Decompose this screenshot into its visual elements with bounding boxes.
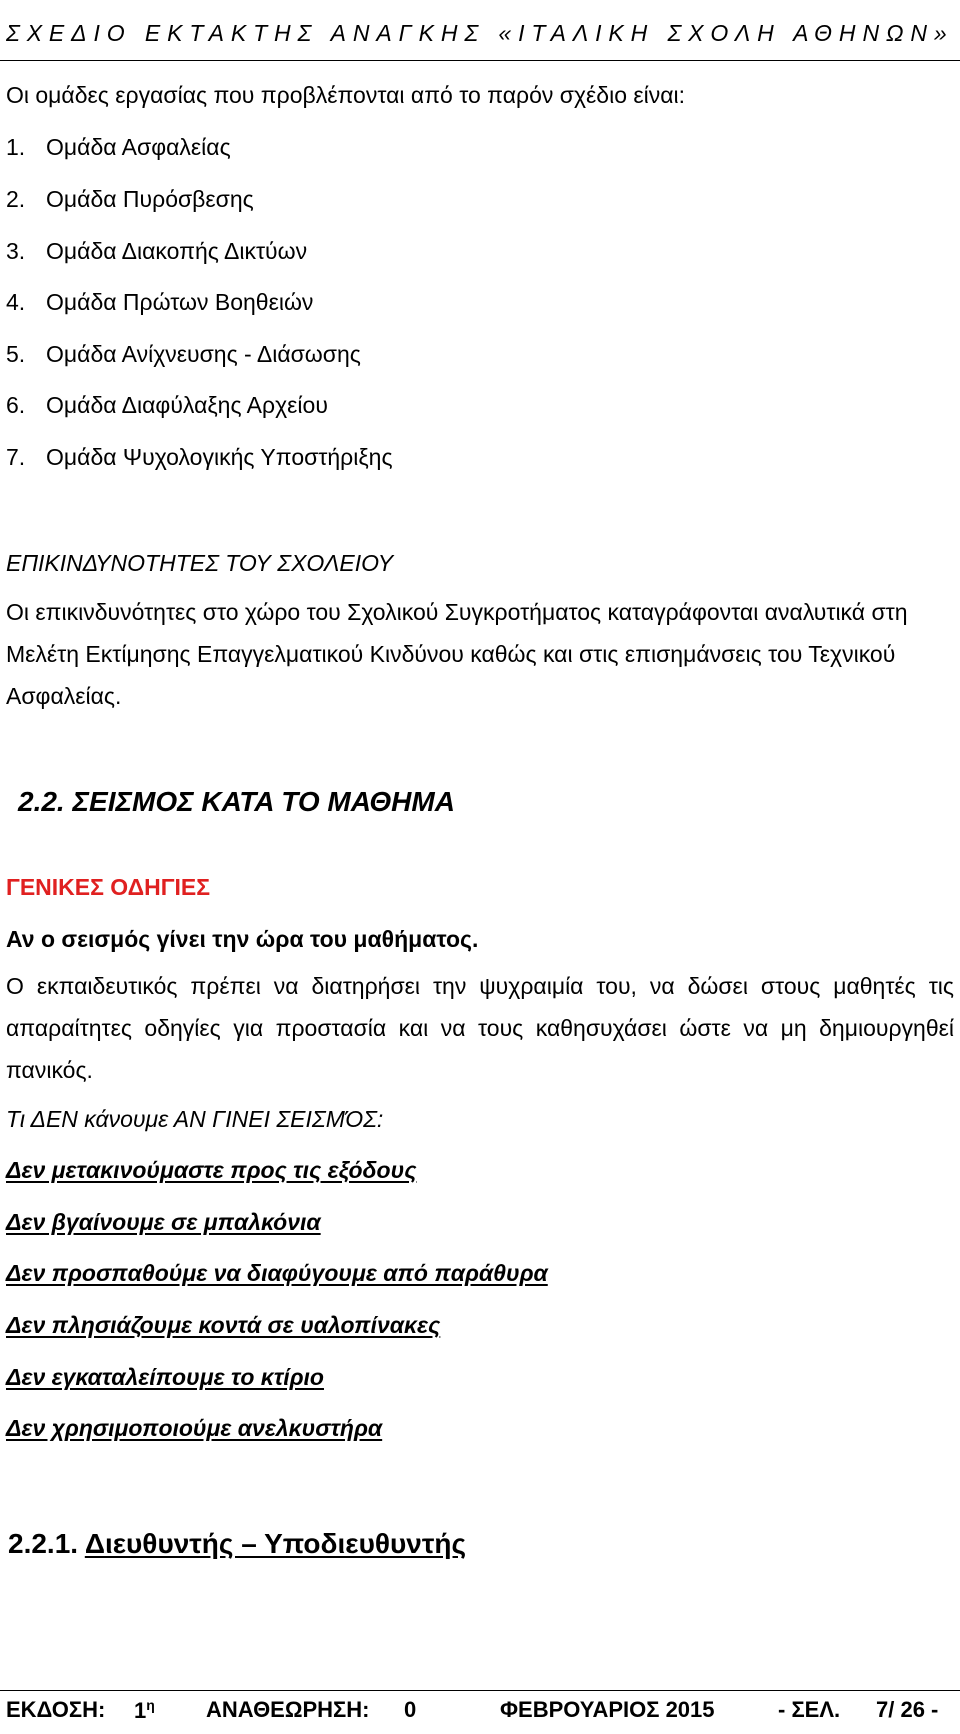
list-label: Ομάδα Διαφύλαξης Αρχείου	[46, 392, 328, 418]
header-rule	[0, 60, 960, 61]
list-item	[6, 134, 231, 161]
instructions-subheading: Αν ο σεισμός γίνει την ώρα του μαθήματος.	[6, 926, 479, 952]
list-number: 1.	[6, 134, 26, 160]
list-item	[6, 444, 393, 471]
dont-item: Δεν χρησιμοποιούμε ανελκυστήρα	[6, 1415, 383, 1441]
list-item	[6, 186, 254, 213]
list-number: 2.	[6, 186, 26, 212]
edition-label: ΕΚΔΟΣΗ:	[6, 1697, 106, 1722]
dont-item: Δεν βγαίνουμε σε μπαλκόνια	[6, 1209, 321, 1235]
general-instructions-heading: ΓΕΝΙΚΕΣ ΟΔΗΓΙΕΣ	[6, 874, 211, 900]
footer-rule	[0, 1690, 960, 1691]
list-item	[6, 392, 328, 419]
section-number: 2.2.	[18, 786, 65, 817]
list-label: Ομάδα Πυρόσβεσης	[46, 186, 254, 212]
list-label: Ομάδα Πρώτων Βοηθειών	[46, 289, 314, 315]
list-label: Ομάδα Διακοπής Δικτύων	[46, 238, 308, 264]
list-number: 7.	[6, 444, 26, 470]
list-item	[6, 289, 313, 316]
list-label: Ομάδα Ψυχολογικής Υποστήριξης	[46, 444, 393, 470]
dont-item: Δεν εγκαταλείπουμε το κτίριο	[6, 1364, 324, 1390]
list-number: 6.	[6, 392, 26, 418]
list-item	[6, 238, 307, 265]
list-number: 3.	[6, 238, 26, 264]
dont-item: Δεν μετακινούμαστε προς τις εξόδους	[6, 1157, 417, 1183]
list-label: Ομάδα Ανίχνευσης - Διάσωσης	[46, 341, 361, 367]
dont-item: Δεν πλησιάζουμε κοντά σε υαλοπίνακες	[6, 1312, 441, 1338]
page-label: - ΣΕΛ.	[778, 1697, 841, 1722]
dont-item: Δεν προσπαθούμε να διαφύγουμε από παράθυρα	[6, 1260, 548, 1286]
edition-value: $1^\eta$	[134, 1697, 155, 1724]
list-label: Ομάδα Ασφαλείας	[46, 134, 231, 160]
document-footer	[6, 1697, 954, 1724]
revision-value: 0	[404, 1697, 417, 1722]
document-header: ΣΧΕΔΙΟ ΕΚΤΑΚΤΗΣ ΑΝΑΓΚΗΣ «ΙΤΑΛΙΚΗ ΣΧΟΛΗ ΑΘΗΝΩΝ»	[6, 20, 954, 46]
hazards-heading: ΕΠΙΚΙΝΔΥΝΟΤΗΤΕΣ ΤΟΥ ΣΧΟΛΕΙΟΥ	[6, 550, 394, 576]
page-value: 7/ 26 -	[876, 1697, 939, 1722]
list-number: 5.	[6, 341, 26, 367]
list-number: 4.	[6, 289, 26, 315]
list-item	[6, 341, 361, 368]
subsection-heading	[8, 1528, 466, 1560]
section-title: ΣΕΙΣΜΟΣ ΚΑΤΑ ΤΟ ΜΑΘΗΜΑ	[72, 786, 455, 817]
groups-intro: Οι ομάδες εργασίας που προβλέπονται από το παρόν σχέδιο είναι:	[6, 82, 686, 108]
donts-heading: Τι ΔΕΝ κάνουμε ΑΝ ΓΙΝΕΙ ΣΕΙΣΜΌΣ:	[6, 1106, 384, 1132]
subsection-title: Διευθυντής – Υποδιευθυντής	[84, 1528, 467, 1559]
subsection-number: 2.2.1.	[8, 1528, 79, 1559]
section-heading	[18, 786, 455, 818]
hazards-paragraph: Οι επικινδυνότητες στο χώρο του Σχολικού Συγκροτήματος καταγράφονται αναλυτικά στη Μελέτη Εκτίμησης Επαγγελματικού Κινδύνου καθώς και στις επισημάνσεις του Τεχνικού Ασφαλείας.	[6, 599, 908, 709]
teacher-paragraph: Ο εκπαιδευτικός πρέπει να διατηρήσει την ψυχραιμία του, να δώσει στους μαθητές τις απαραίτητες οδηγίες για προστασία και να τους καθησυχάσει ώστε να μη δημιουργηθεί πανικός.	[6, 973, 954, 1083]
date: ΦΕΒΡΟΥΑΡΙΟΣ 2015	[500, 1697, 715, 1722]
revision-label: ΑΝΑΘΕΩΡΗΣΗ:	[206, 1697, 370, 1722]
